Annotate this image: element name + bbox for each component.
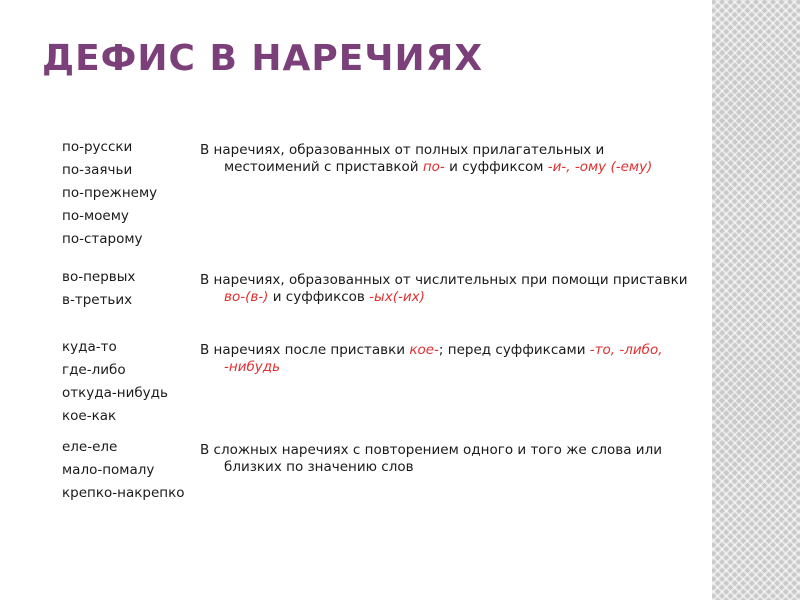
examples-column — [62, 436, 202, 505]
example-word: где-либо — [62, 362, 126, 378]
example-word: по-русски — [62, 139, 133, 155]
example-word: откуда-нибудь — [62, 385, 168, 401]
decorative-side-strip — [712, 0, 800, 600]
rule-row — [52, 436, 672, 516]
rule-row — [52, 336, 672, 436]
examples-column — [62, 266, 202, 312]
example-word: еле-еле — [62, 439, 118, 455]
rule-highlight: -ых(-их) — [369, 289, 425, 305]
example-word: кое-как — [62, 408, 117, 424]
example-word: в-третьих — [62, 292, 133, 308]
example-word: во-первых — [62, 269, 136, 285]
example-word: куда-то — [62, 339, 117, 355]
rule-fragment: ; перед суффиксами — [438, 342, 590, 358]
example-word: мало-помалу — [62, 462, 155, 478]
rule-row — [52, 266, 688, 336]
rules-table — [52, 136, 688, 516]
rule-fragment: и суффиксов — [268, 289, 370, 305]
rule-text — [200, 272, 694, 306]
rule-highlight: -и-, -ому (-ему) — [547, 159, 653, 175]
rule-text — [200, 142, 694, 176]
example-word: по-заячьи — [62, 162, 133, 178]
example-word: крепко-накрепко — [62, 485, 185, 501]
rule-highlight: кое- — [409, 342, 439, 358]
rule-fragment: В наречиях после приставки — [200, 342, 410, 358]
rule-row — [52, 136, 672, 266]
slide-title: ДЕФИС В НАРЕЧИЯХ — [42, 38, 484, 79]
rule-fragment: В сложных наречиях с повторением одного и того же слова или близких по значению слов — [200, 442, 662, 475]
rule-highlight: по- — [422, 159, 445, 175]
examples-column — [62, 136, 202, 251]
rule-highlight: -то, -либо, -нибудь — [224, 342, 663, 375]
example-word: по-прежнему — [62, 185, 158, 201]
rule-text — [200, 442, 694, 476]
rule-fragment: В наречиях, образованных от полных прилагательных и местоимений с приставкой — [200, 142, 605, 175]
example-word: по-моему — [62, 208, 129, 224]
rule-fragment: и суффиксом — [444, 159, 548, 175]
rule-text — [200, 342, 694, 376]
rule-highlight: во-(в-) — [224, 289, 269, 305]
example-word: по-старому — [62, 231, 143, 247]
examples-column — [62, 336, 202, 428]
rule-fragment: В наречиях, образованных от числительных при помощи приставки — [200, 272, 688, 288]
